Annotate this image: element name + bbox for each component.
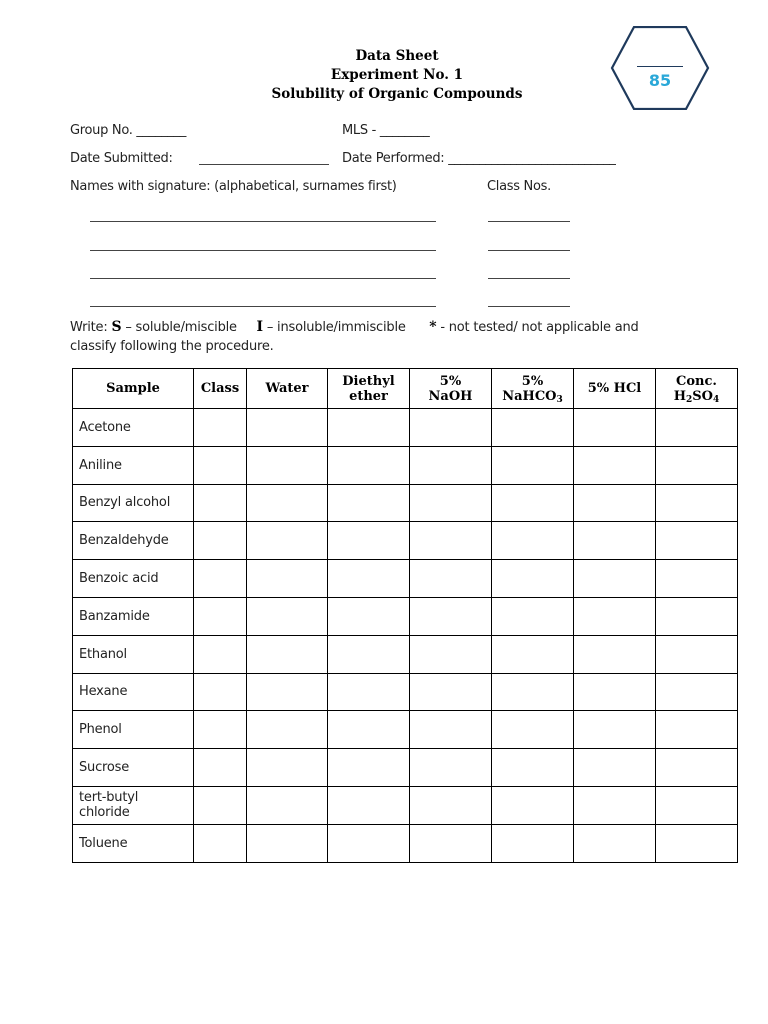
h2so4-cell[interactable] bbox=[656, 824, 738, 862]
naoh-cell[interactable] bbox=[410, 560, 492, 598]
water-cell[interactable] bbox=[247, 484, 328, 522]
names-signature-label: Names with signature: (alphabetical, surnames first) bbox=[70, 179, 397, 194]
hcl-cell[interactable] bbox=[574, 673, 656, 711]
table-row bbox=[73, 673, 738, 711]
not-tested-key: * bbox=[429, 319, 437, 335]
solubility-table bbox=[72, 368, 738, 863]
sample-name: Sucrose bbox=[73, 749, 194, 787]
h2so4-cell[interactable] bbox=[656, 409, 738, 447]
diethyl-ether-cell[interactable] bbox=[328, 824, 410, 862]
sample-name: Phenol bbox=[73, 711, 194, 749]
diethyl-ether-cell[interactable] bbox=[328, 409, 410, 447]
soluble-key: S bbox=[111, 319, 122, 335]
hcl-cell[interactable] bbox=[574, 711, 656, 749]
diethyl-ether-cell[interactable] bbox=[328, 597, 410, 635]
naoh-cell[interactable] bbox=[410, 446, 492, 484]
h2so4-cell[interactable] bbox=[656, 522, 738, 560]
class-cell[interactable] bbox=[194, 484, 247, 522]
table-row bbox=[73, 446, 738, 484]
table-row bbox=[73, 560, 738, 598]
naoh-cell[interactable] bbox=[410, 711, 492, 749]
header-hcl: 5% HCl bbox=[574, 369, 656, 409]
header-h2so4: Conc. $H_2SO_4$ bbox=[656, 369, 738, 409]
header-sample: Sample bbox=[73, 369, 194, 409]
class-no-line bbox=[488, 306, 570, 307]
diethyl-ether-cell[interactable] bbox=[328, 446, 410, 484]
diethyl-ether-cell[interactable] bbox=[328, 635, 410, 673]
soluble-text: – soluble/miscible bbox=[125, 320, 237, 335]
h2so4-cell[interactable] bbox=[656, 711, 738, 749]
diethyl-ether-cell[interactable] bbox=[328, 560, 410, 598]
header-nahco3: 5% NaHCO$_3$ bbox=[492, 369, 574, 409]
table-row bbox=[73, 824, 738, 862]
diethyl-ether-cell[interactable] bbox=[328, 749, 410, 787]
naoh-cell[interactable] bbox=[410, 409, 492, 447]
table-row bbox=[73, 597, 738, 635]
sample-name: Benzaldehyde bbox=[73, 522, 194, 560]
header-diethyl-ether: Diethyl ether bbox=[328, 369, 410, 409]
name-signature-line bbox=[90, 221, 436, 222]
class-cell[interactable] bbox=[194, 749, 247, 787]
class-cell[interactable] bbox=[194, 786, 247, 824]
h2so4-cell[interactable] bbox=[656, 597, 738, 635]
class-cell[interactable] bbox=[194, 673, 247, 711]
class-nos-label: Class Nos. bbox=[487, 179, 551, 194]
hcl-cell[interactable] bbox=[574, 597, 656, 635]
instructions bbox=[70, 318, 710, 356]
mls-field: MLS - ________ bbox=[342, 123, 430, 138]
sample-name: Acetone bbox=[73, 409, 194, 447]
hcl-cell[interactable] bbox=[574, 409, 656, 447]
h2so4-cell[interactable] bbox=[656, 446, 738, 484]
nahco3-cell[interactable] bbox=[492, 409, 574, 447]
nahco3-cell[interactable] bbox=[492, 711, 574, 749]
write-label: Write: bbox=[70, 320, 108, 335]
table-row bbox=[73, 635, 738, 673]
water-cell[interactable] bbox=[247, 673, 328, 711]
title-experiment-number: Experiment No. 1 bbox=[330, 67, 464, 83]
water-cell[interactable] bbox=[247, 711, 328, 749]
nahco3-cell[interactable] bbox=[492, 597, 574, 635]
name-signature-line bbox=[90, 306, 436, 307]
score-hexagon bbox=[610, 26, 710, 110]
class-cell[interactable] bbox=[194, 446, 247, 484]
hexagon-shape-icon bbox=[610, 26, 710, 110]
hcl-cell[interactable] bbox=[574, 824, 656, 862]
sample-name: Banzamide bbox=[73, 597, 194, 635]
header-naoh: 5% NaOH bbox=[410, 369, 492, 409]
nahco3-cell[interactable] bbox=[492, 484, 574, 522]
title-experiment-name: Solubility of Organic Compounds bbox=[271, 86, 523, 102]
hcl-cell[interactable] bbox=[574, 522, 656, 560]
title-data-sheet: Data Sheet bbox=[355, 48, 439, 64]
water-cell[interactable] bbox=[247, 522, 328, 560]
sample-name: Benzoic acid bbox=[73, 560, 194, 598]
class-no-line bbox=[488, 250, 570, 251]
sample-name: Hexane bbox=[73, 673, 194, 711]
hcl-cell[interactable] bbox=[574, 560, 656, 598]
class-no-line bbox=[488, 278, 570, 279]
nahco3-cell[interactable] bbox=[492, 749, 574, 787]
score-value: 85 bbox=[648, 71, 672, 90]
insoluble-text: – insoluble/immiscible bbox=[266, 320, 406, 335]
class-no-line bbox=[488, 221, 570, 222]
water-cell[interactable] bbox=[247, 635, 328, 673]
diethyl-ether-cell[interactable] bbox=[328, 484, 410, 522]
naoh-cell[interactable] bbox=[410, 635, 492, 673]
nahco3-cell[interactable] bbox=[492, 673, 574, 711]
date-submitted-line bbox=[199, 164, 329, 165]
name-signature-line bbox=[90, 250, 436, 251]
score-total-line bbox=[637, 66, 683, 67]
diethyl-ether-cell[interactable] bbox=[328, 711, 410, 749]
h2so4-cell[interactable] bbox=[656, 635, 738, 673]
class-cell[interactable] bbox=[194, 560, 247, 598]
water-cell[interactable] bbox=[247, 824, 328, 862]
class-cell[interactable] bbox=[194, 824, 247, 862]
water-cell[interactable] bbox=[247, 409, 328, 447]
name-signature-line bbox=[90, 278, 436, 279]
h2so4-cell[interactable] bbox=[656, 786, 738, 824]
nahco3-cell[interactable] bbox=[492, 824, 574, 862]
sample-name: Ethanol bbox=[73, 635, 194, 673]
h2so4-cell[interactable] bbox=[656, 484, 738, 522]
class-cell[interactable] bbox=[194, 711, 247, 749]
table-row bbox=[73, 749, 738, 787]
naoh-cell[interactable] bbox=[410, 673, 492, 711]
water-cell[interactable] bbox=[247, 597, 328, 635]
nahco3-cell[interactable] bbox=[492, 522, 574, 560]
date-submitted-label: Date Submitted: bbox=[70, 151, 173, 166]
table-row bbox=[73, 484, 738, 522]
naoh-cell[interactable] bbox=[410, 597, 492, 635]
nahco3-cell[interactable] bbox=[492, 560, 574, 598]
header-water: Water bbox=[247, 369, 328, 409]
h2so4-cell[interactable] bbox=[656, 560, 738, 598]
h2so4-cell[interactable] bbox=[656, 749, 738, 787]
water-cell[interactable] bbox=[247, 749, 328, 787]
diethyl-ether-cell[interactable] bbox=[328, 786, 410, 824]
date-performed-field: Date Performed: ___________________________ bbox=[342, 151, 616, 166]
hcl-cell[interactable] bbox=[574, 635, 656, 673]
water-cell[interactable] bbox=[247, 786, 328, 824]
naoh-cell[interactable] bbox=[410, 824, 492, 862]
table-header-row bbox=[73, 369, 738, 409]
class-cell[interactable] bbox=[194, 635, 247, 673]
diethyl-ether-cell[interactable] bbox=[328, 673, 410, 711]
nahco3-cell[interactable] bbox=[492, 786, 574, 824]
insoluble-key: I bbox=[256, 319, 263, 335]
not-tested-text: - not tested/ not applicable and bbox=[440, 320, 639, 335]
class-cell[interactable] bbox=[194, 522, 247, 560]
water-cell[interactable] bbox=[247, 560, 328, 598]
nahco3-cell[interactable] bbox=[492, 446, 574, 484]
table-row bbox=[73, 409, 738, 447]
header-class: Class bbox=[194, 369, 247, 409]
sample-name: Benzyl alcohol bbox=[73, 484, 194, 522]
nahco3-cell[interactable] bbox=[492, 635, 574, 673]
table-row bbox=[73, 522, 738, 560]
h2so4-cell[interactable] bbox=[656, 673, 738, 711]
table-row bbox=[73, 711, 738, 749]
naoh-cell[interactable] bbox=[410, 522, 492, 560]
hcl-cell[interactable] bbox=[574, 786, 656, 824]
sample-name: tert-butyl chloride bbox=[73, 786, 194, 824]
naoh-cell[interactable] bbox=[410, 749, 492, 787]
diethyl-ether-cell[interactable] bbox=[328, 522, 410, 560]
hcl-cell[interactable] bbox=[574, 749, 656, 787]
class-cell[interactable] bbox=[194, 597, 247, 635]
table-row bbox=[73, 786, 738, 824]
instructions-line-2: classify following the procedure. bbox=[70, 339, 274, 354]
group-no-field: Group No. ________ bbox=[70, 123, 187, 138]
sample-name: Aniline bbox=[73, 446, 194, 484]
naoh-cell[interactable] bbox=[410, 786, 492, 824]
naoh-cell[interactable] bbox=[410, 484, 492, 522]
water-cell[interactable] bbox=[247, 446, 328, 484]
class-cell[interactable] bbox=[194, 409, 247, 447]
hcl-cell[interactable] bbox=[574, 446, 656, 484]
sample-name: Toluene bbox=[73, 824, 194, 862]
hcl-cell[interactable] bbox=[574, 484, 656, 522]
instructions-line-1 bbox=[70, 318, 710, 337]
